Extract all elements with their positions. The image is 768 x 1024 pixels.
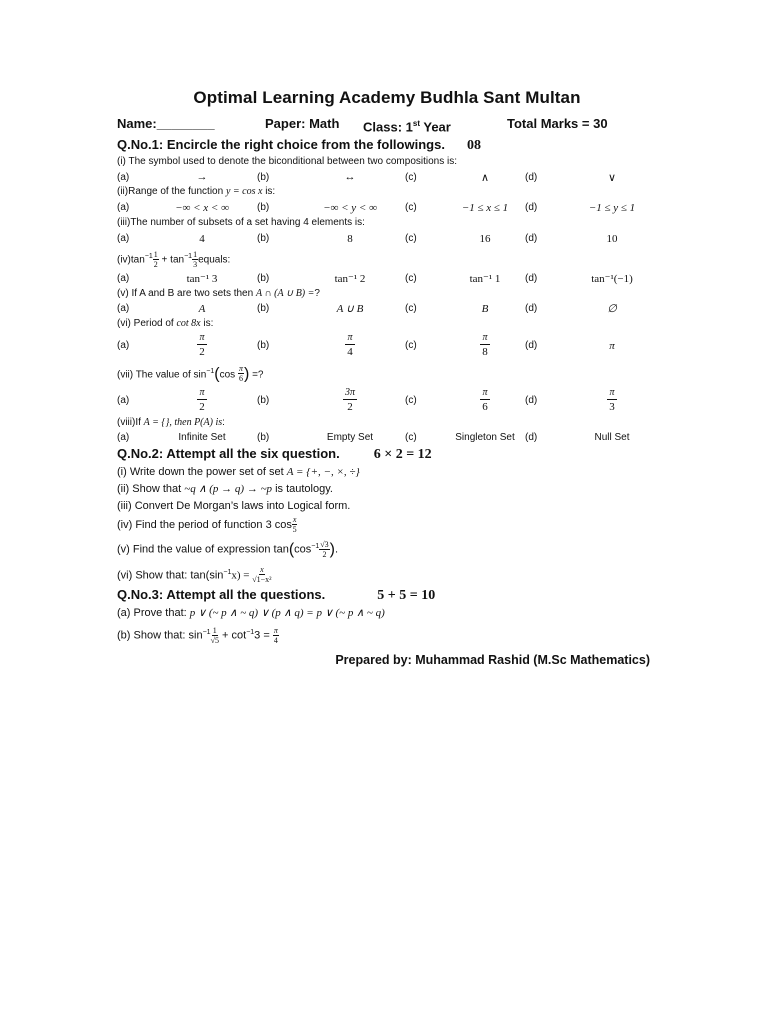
q1-item-viii-text: (viii)If A = {}, then P(A) is: bbox=[117, 416, 225, 428]
option-a: A bbox=[198, 302, 206, 315]
option-c: tan⁻¹ 1 bbox=[469, 273, 501, 286]
option-b: A ∪ B bbox=[336, 303, 364, 316]
option-a: tan⁻¹ 3 bbox=[186, 273, 218, 286]
q2-heading: Q.No.2: Attempt all the six question. 6 × 2 = 12 bbox=[117, 445, 432, 462]
q1-item-iii-options: (a) 4 (b) 8 (c) 16 (d) 10 bbox=[117, 230, 657, 247]
option-d: ∨ bbox=[607, 171, 617, 184]
q2-item-v: (v) Find the value of expression $\tan(\cos^{-1}$ $\frac{√3}{2}$ ). bbox=[117, 539, 339, 559]
q2-item-iv: (iv) Find the period of function 3 cos $\frac{x}{5}$ bbox=[117, 515, 297, 535]
q2-item-vi: (vi) Show that: $\tan(\sin^{-1}x)$ = $\frac{x}{\text{√1−x²}}$ bbox=[117, 565, 272, 585]
q1-item-i-options: (a) → (b) ↔ (c) ∧ (d) ∨ bbox=[117, 169, 657, 185]
q1-item-vi-text: (vi) Period of cot 8x is: bbox=[117, 317, 214, 329]
paper-info-row bbox=[117, 115, 657, 136]
class-label: Class: 1st Year bbox=[363, 119, 451, 135]
option-d: −1 ≤ y ≤ 1 bbox=[588, 201, 636, 214]
q1-item-iv-options: (a) tan⁻¹ 3 (b) tan⁻¹ 2 (c) tan⁻¹ 1 (d) tan⁻¹(−1) bbox=[117, 271, 657, 287]
option-c: −1 ≤ x ≤ 1 bbox=[461, 201, 509, 214]
option-d: π bbox=[609, 339, 615, 352]
total-marks: Total Marks = 30 bbox=[507, 116, 608, 131]
option-d: $\frac{\pi}{3}$ bbox=[609, 387, 615, 414]
q1-item-ii-options: (a) −∞ < x < ∞ (b) −∞ < y < ∞ (c) −1 ≤ x ≤ 1 (d) −1 ≤ y ≤ 1 bbox=[117, 199, 657, 216]
q1-item-i-text: (i) The symbol used to denote the biconditional between two compositions is: bbox=[117, 156, 458, 168]
option-d: tan⁻¹(−1) bbox=[591, 273, 633, 286]
prepared-by: Prepared by: Muhammad Rashid (M.Sc Mathematics) bbox=[335, 653, 650, 668]
q1-item-vi-options: (a) $\frac{\pi}{2}$ (b) $\frac{\pi}{4}$ (c) $\frac{\pi}{8}$ (d) π bbox=[117, 331, 657, 361]
option-b: 8 bbox=[347, 232, 353, 245]
q2-item-i: (i) Write down the power set of set A = {+, −, ×, ÷} bbox=[117, 465, 360, 478]
q1-item-vii-text: (vii) The value of $\sin^{-1}(\cos$ $\frac{\pi}{6}$ ) =? bbox=[117, 364, 264, 384]
question-paper bbox=[117, 88, 657, 667]
q2-marks: 6 × 2 = 12 bbox=[373, 446, 432, 462]
option-d: 10 bbox=[606, 232, 618, 245]
option-c: $\frac{\pi}{6}$ bbox=[482, 387, 488, 414]
option-b: Empty Set bbox=[326, 431, 374, 443]
page-title: Optimal Learning Academy Budhla Sant Multan bbox=[193, 88, 581, 107]
option-a: → bbox=[196, 171, 208, 184]
q2-item-iii: (iii) Convert De Morgan’s laws into Logical form. bbox=[117, 499, 351, 512]
option-a: 4 bbox=[199, 232, 205, 245]
option-c: B bbox=[481, 302, 489, 315]
option-b: tan⁻¹ 2 bbox=[334, 273, 366, 286]
option-a: Infinite Set bbox=[178, 431, 226, 443]
q1-item-ii-text: (ii)Range of the function y = cos x is: bbox=[117, 186, 276, 198]
option-c: Singleton Set bbox=[455, 431, 515, 443]
q1-item-iii-text: (iii)The number of subsets of a set having 4 elements is: bbox=[117, 217, 365, 229]
q3-heading: Q.No.3: Attempt all the questions. 5 + 5 = 10 bbox=[117, 587, 436, 604]
q1-marks: 08 bbox=[466, 138, 481, 154]
q1-item-v-options: (a) A (b) A ∪ B (c) B (d) ∅ bbox=[117, 301, 657, 317]
q1-item-v-text: (v) If A and B are two sets then A ∩ (A ∪ B) =? bbox=[117, 287, 320, 299]
q1-item-viii-options: (a) Infinite Set (b) Empty Set (c) Singleton Set (d) Null Set bbox=[117, 430, 657, 445]
option-c: $\frac{\pi}{8}$ bbox=[482, 332, 488, 359]
option-d: Null Set bbox=[594, 431, 630, 443]
q1-item-vii-options: (a) $\frac{\pi}{2}$ (b) $\frac{3\pi}{2}$ (c) $\frac{\pi}{6}$ (d) $\frac{\pi}{3}$ bbox=[117, 386, 657, 416]
option-b: $\frac{\pi}{4}$ bbox=[347, 332, 353, 359]
option-d: ∅ bbox=[607, 303, 617, 316]
paper-label: Paper: Math bbox=[265, 116, 340, 131]
option-c: ∧ bbox=[480, 171, 490, 184]
option-a: $\frac{\pi}{2}$ bbox=[199, 387, 205, 414]
q1-heading: Q.No.1: Encircle the right choice from the followings. 08 bbox=[117, 137, 481, 154]
name-field-label: Name:________ bbox=[117, 116, 215, 131]
option-b: $\frac{3\pi}{2}$ bbox=[344, 387, 355, 414]
q3-marks: 5 + 5 = 10 bbox=[377, 588, 436, 604]
option-a: −∞ < x < ∞ bbox=[175, 201, 229, 214]
option-b: −∞ < y < ∞ bbox=[323, 201, 377, 214]
q3-item-a: (a) Prove that: p ∨ (~ p ∧ ~ q) ∨ (p ∧ q) = p ∨ (~ p ∧ ~ q) bbox=[117, 607, 385, 620]
q3-item-b: (b) Show that: $\sin^{-1}$ $\frac{1}{√5}$ + $\cot^{-1}3$ = $\frac{\pi}{4}$ bbox=[117, 626, 278, 646]
option-a: $\frac{\pi}{2}$ bbox=[199, 332, 205, 359]
q1-item-iv-text: $(iv)\tan^{-1}$ $\frac{1}{2}$ + $\tan^{-1}$ $\frac{1}{3}$ equals: bbox=[117, 250, 231, 270]
option-b: ↔ bbox=[344, 171, 356, 184]
q2-item-ii: (ii) Show that ~q ∧ (p → q) → ~p is tautology. bbox=[117, 482, 333, 495]
option-c: 16 bbox=[479, 232, 491, 245]
